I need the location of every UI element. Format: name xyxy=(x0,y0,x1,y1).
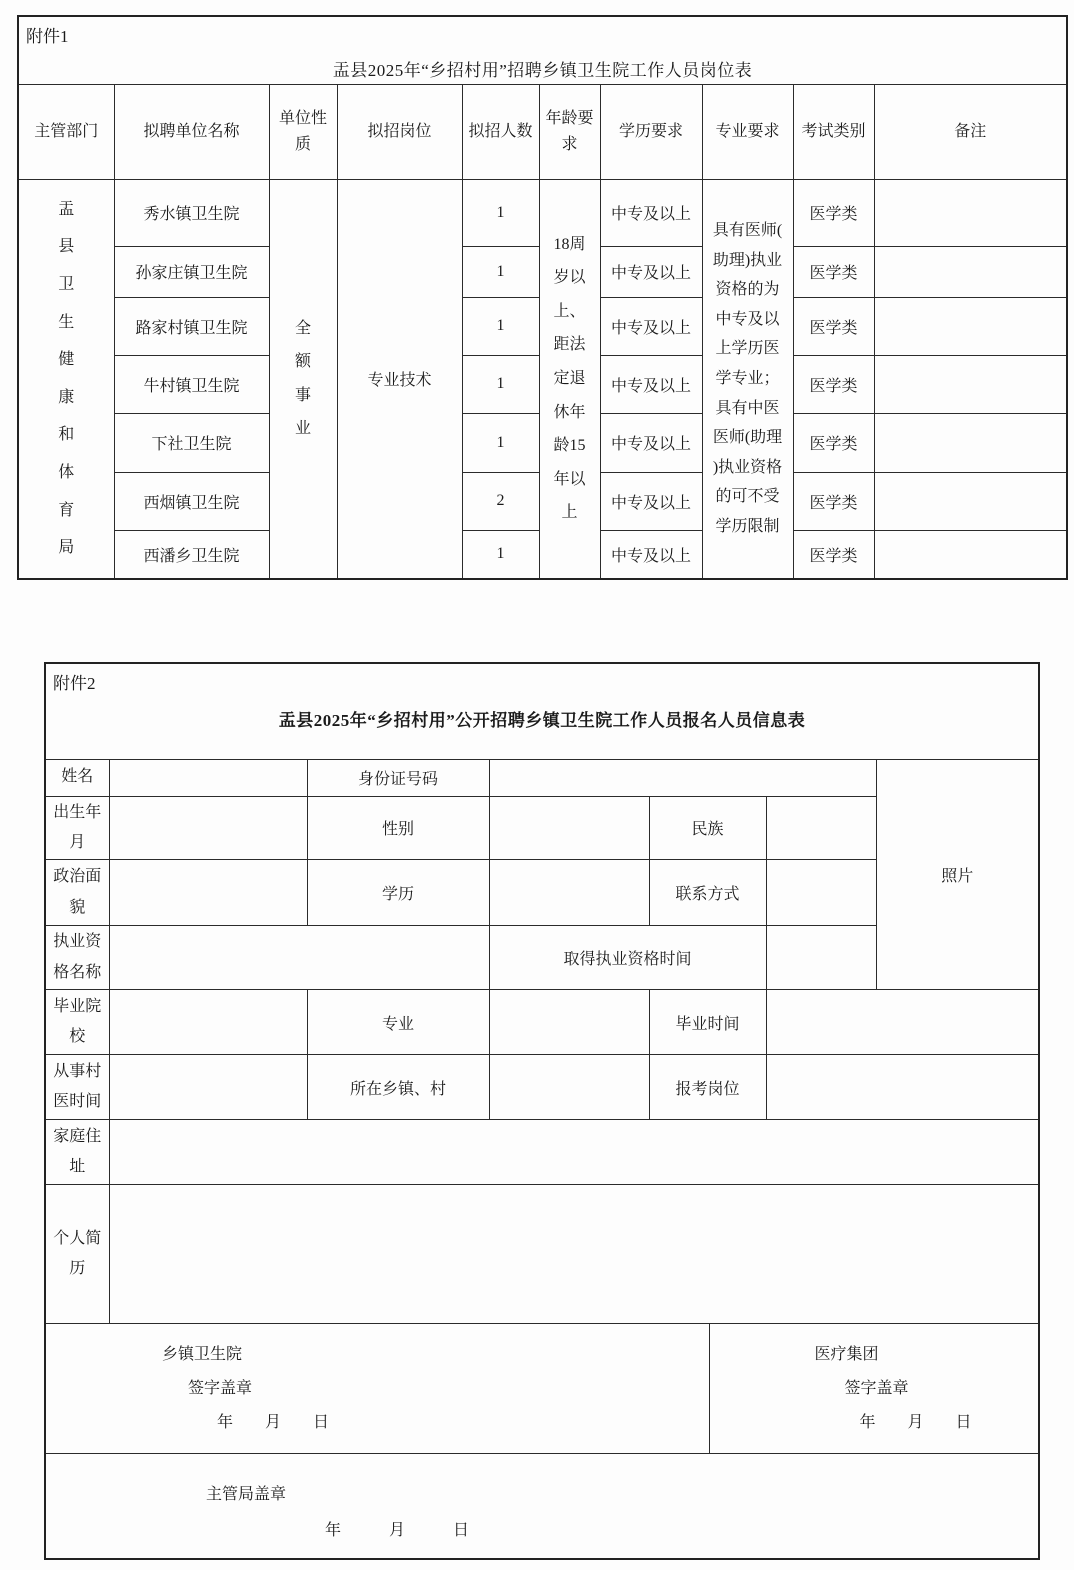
input-village-doctor-time xyxy=(109,1055,307,1120)
cell-count: 1 xyxy=(462,530,539,579)
cell-education: 中专及以上 xyxy=(600,530,702,579)
label-major: 专业 xyxy=(307,990,489,1055)
photo-box: 照片 xyxy=(876,759,1039,990)
cell-exam: 医学类 xyxy=(793,355,874,413)
cell-exam: 医学类 xyxy=(793,472,874,530)
label-ethnicity: 民族 xyxy=(649,796,766,860)
header-major: 专业要求 xyxy=(702,84,793,179)
input-contact xyxy=(766,860,876,926)
header-position: 拟招岗位 xyxy=(337,84,462,179)
signature-right-sign: 签字盖章 xyxy=(844,1379,909,1397)
stamp-supervising-bureau xyxy=(45,1454,1039,1559)
header-department: 主管部门 xyxy=(18,84,114,179)
label-township-village: 所在乡镇、村 xyxy=(307,1055,489,1120)
signature-health-center xyxy=(45,1324,709,1454)
cell-education: 中专及以上 xyxy=(600,413,702,472)
signature-right-date: 年 月 日 xyxy=(859,1413,972,1431)
label-birth-date: 出生年月 xyxy=(45,796,109,860)
signature-left-sign: 签字盖章 xyxy=(188,1379,253,1397)
cell-note xyxy=(874,530,1067,579)
form-row-village-doctor xyxy=(45,1055,1039,1120)
cell-note xyxy=(874,472,1067,530)
header-exam-type: 考试类别 xyxy=(793,84,874,179)
label-contact: 联系方式 xyxy=(649,860,766,926)
cell-note xyxy=(874,413,1067,472)
cell-count: 1 xyxy=(462,413,539,472)
form-row-school xyxy=(45,990,1039,1055)
cell-exam: 医学类 xyxy=(793,413,874,472)
stamp-org: 主管局盖章 xyxy=(206,1486,287,1504)
input-gender xyxy=(489,796,649,860)
input-qualification-time xyxy=(766,926,876,990)
header-headcount: 拟招人数 xyxy=(462,84,539,179)
label-qualification-time: 取得执业资格时间 xyxy=(489,926,766,990)
input-education xyxy=(489,860,649,926)
attachment1-label: 附件1 xyxy=(26,27,69,46)
input-township-village xyxy=(489,1055,649,1120)
cell-education: 中专及以上 xyxy=(600,246,702,297)
attachment2-title-cell xyxy=(45,663,1039,759)
input-ethnicity xyxy=(766,796,876,860)
form-row-name xyxy=(45,759,1039,796)
cell-education: 中专及以上 xyxy=(600,297,702,355)
signature-medical-group xyxy=(709,1324,1039,1454)
cell-count: 1 xyxy=(462,355,539,413)
input-graduation-time xyxy=(766,990,1039,1055)
attachment2-label: 附件2 xyxy=(53,674,96,693)
stamp-row xyxy=(45,1454,1039,1559)
cell-department: 盂县卫生健康和体育局 xyxy=(18,179,114,579)
cell-count: 1 xyxy=(462,246,539,297)
label-applied-position: 报考岗位 xyxy=(649,1055,766,1120)
attachment1-table xyxy=(17,15,1068,580)
form-row-address xyxy=(45,1120,1039,1185)
input-personal-resume xyxy=(109,1185,1039,1324)
cell-age-requirement: 18周岁以上、距法定退休年龄15年以上 xyxy=(539,179,600,579)
label-gender: 性别 xyxy=(307,796,489,860)
cell-count: 1 xyxy=(462,179,539,246)
cell-unit: 牛村镇卫生院 xyxy=(114,355,269,413)
input-name xyxy=(109,759,307,796)
cell-exam: 医学类 xyxy=(793,179,874,246)
cell-education: 中专及以上 xyxy=(600,355,702,413)
cell-exam: 医学类 xyxy=(793,297,874,355)
label-education: 学历 xyxy=(307,860,489,926)
input-qualification-name xyxy=(109,926,489,990)
cell-unit: 下社卫生院 xyxy=(114,413,269,472)
signature-right-org: 医疗集团 xyxy=(814,1346,879,1364)
label-personal-resume: 个人简历 xyxy=(45,1185,109,1324)
cell-education: 中专及以上 xyxy=(600,472,702,530)
input-political-status xyxy=(109,860,307,926)
input-home-address xyxy=(109,1120,1039,1185)
input-applied-position xyxy=(766,1055,1039,1120)
header-unit-name: 拟聘单位名称 xyxy=(114,84,269,179)
input-birth-date xyxy=(109,796,307,860)
header-education: 学历要求 xyxy=(600,84,702,179)
attachment1-header-row xyxy=(18,84,1067,179)
cell-position-type: 专业技术 xyxy=(337,179,462,579)
header-unit-nature: 单位性质 xyxy=(269,84,337,179)
cell-unit: 西烟镇卫生院 xyxy=(114,472,269,530)
label-political-status: 政治面貌 xyxy=(45,860,109,926)
cell-note xyxy=(874,355,1067,413)
table-row xyxy=(18,179,1067,246)
cell-education: 中专及以上 xyxy=(600,179,702,246)
label-home-address: 家庭住址 xyxy=(45,1120,109,1185)
cell-unit: 孙家庄镇卫生院 xyxy=(114,246,269,297)
attachment1-title-cell xyxy=(18,16,1067,84)
cell-note xyxy=(874,179,1067,246)
header-age: 年龄要求 xyxy=(539,84,600,179)
cell-major-requirement: 具有医师(助理)执业资格的为中专及以上学历医学专业；具有中医医师(助理)执业资格的可不受学历限制 xyxy=(702,179,793,579)
cell-exam: 医学类 xyxy=(793,246,874,297)
cell-exam: 医学类 xyxy=(793,530,874,579)
form-row-resume xyxy=(45,1185,1039,1324)
cell-unit: 西潘乡卫生院 xyxy=(114,530,269,579)
attachment2-table xyxy=(44,662,1040,1560)
cell-unit: 秀水镇卫生院 xyxy=(114,179,269,246)
signature-left-org: 乡镇卫生院 xyxy=(162,1346,243,1364)
cell-count: 2 xyxy=(462,472,539,530)
signature-left-date: 年 月 日 xyxy=(217,1413,330,1431)
cell-unit: 路家村镇卫生院 xyxy=(114,297,269,355)
label-graduate-school: 毕业院校 xyxy=(45,990,109,1055)
label-name: 姓名 xyxy=(45,759,109,796)
stamp-date: 年 月 日 xyxy=(325,1521,470,1539)
signature-row xyxy=(45,1324,1039,1454)
label-qualification-name: 执业资格名称 xyxy=(45,926,109,990)
cell-count: 1 xyxy=(462,297,539,355)
cell-note xyxy=(874,246,1067,297)
input-major xyxy=(489,990,649,1055)
cell-note xyxy=(874,297,1067,355)
label-id-number: 身份证号码 xyxy=(307,759,489,796)
label-graduation-time: 毕业时间 xyxy=(649,990,766,1055)
label-village-doctor-time: 从事村医时间 xyxy=(45,1055,109,1120)
input-graduate-school xyxy=(109,990,307,1055)
header-note: 备注 xyxy=(874,84,1067,179)
input-id-number xyxy=(489,759,876,796)
attachment1-title: 盂县2025年“乡招村用”招聘乡镇卫生院工作人员岗位表 xyxy=(332,61,753,80)
cell-unit-nature: 全额事业 xyxy=(269,179,337,579)
attachment2-title: 盂县2025年“乡招村用”公开招聘乡镇卫生院工作人员报名人员信息表 xyxy=(278,711,806,730)
